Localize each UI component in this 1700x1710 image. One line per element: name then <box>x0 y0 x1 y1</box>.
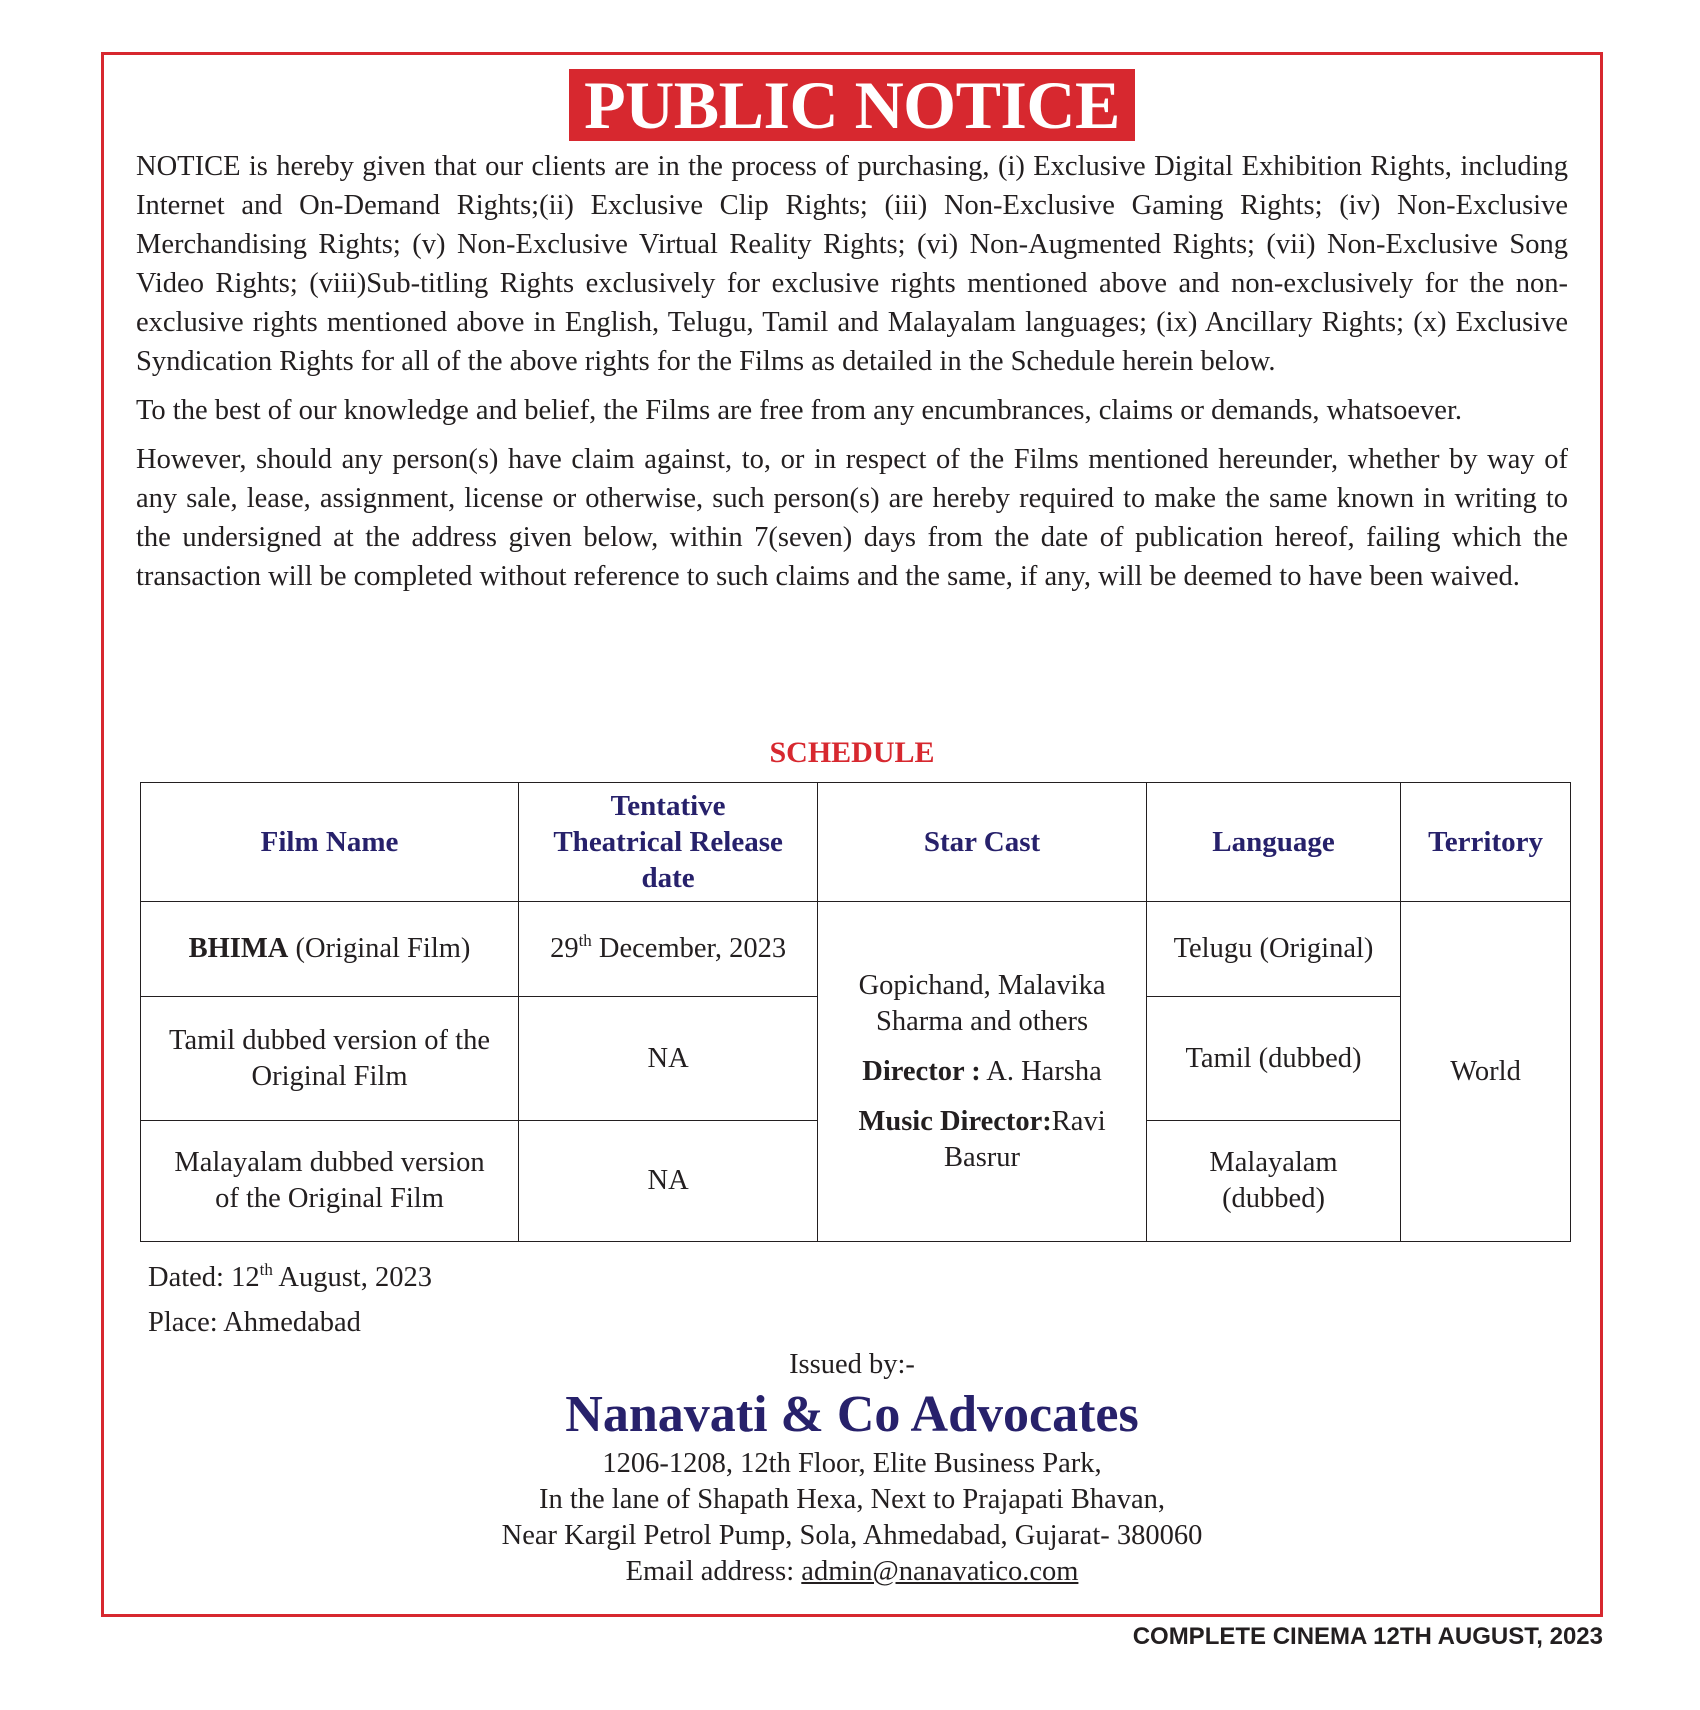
email-line <box>104 1554 1600 1590</box>
header-release-line: date <box>641 862 695 894</box>
language-line: Malayalam <box>1209 1147 1338 1178</box>
notice-title: PUBLIC NOTICE <box>569 69 1135 141</box>
director-label: Director : <box>862 1055 981 1087</box>
film-name-line: Original Film <box>251 1060 408 1092</box>
director-name: A. Harsha <box>980 1055 1102 1087</box>
release-month-year: December, 2023 <box>591 933 787 964</box>
cast-line: Sharma and others <box>875 1005 1089 1037</box>
address-line: In the lane of Shapath Hexa, Next to Prajapati Bhavan, <box>538 1484 1165 1515</box>
issued-by: Issued by:- <box>789 1349 915 1380</box>
music-director-name: Ravi <box>1051 1105 1106 1137</box>
music-director-line <box>824 1104 1140 1140</box>
language-cell: Tamil (dubbed) <box>1146 997 1400 1121</box>
header-release-line: Theatrical Release <box>553 826 783 858</box>
language-cell: Telugu (Original) <box>1146 902 1400 997</box>
film-name-cell <box>141 902 519 997</box>
music-director-label: Music Director: <box>858 1105 1052 1137</box>
header-release-date <box>519 783 818 902</box>
header-language: Language <box>1146 783 1400 902</box>
publication-footer: COMPLETE CINEMA 12TH AUGUST, 2023 <box>1132 1623 1603 1650</box>
film-name-cell <box>141 997 519 1121</box>
release-date-cell: NA <box>519 997 818 1121</box>
star-cast-cell <box>818 902 1147 1242</box>
email-link[interactable]: admin@nanavatico.com <box>801 1556 1079 1587</box>
dated-prefix: Dated: 12 <box>148 1262 260 1293</box>
notice-frame <box>101 52 1603 1617</box>
table-header-row <box>141 783 1571 902</box>
address-line: Near Kargil Petrol Pump, Sola, Ahmedabad, Gujarat- 380060 <box>501 1520 1203 1551</box>
notice-paragraph-3: However, should any person(s) have claim against, to, or in respect of the Films mentioned hereunder, whether by way of any sale, lease, assignment, license or otherwise, such person(s) are hereby required to make the same known in writing to the undersigned at the address given below, within 7(seven) days from the date of publication hereof, failing which the transaction will be completed without reference to such claims and the same, if any, will be deemed to have been waived. <box>136 444 1568 592</box>
header-film-name: Film Name <box>141 783 519 902</box>
email-label: Email address: <box>625 1556 802 1587</box>
dated-rest: August, 2023 <box>272 1262 432 1293</box>
schedule-heading: SCHEDULE <box>769 736 935 769</box>
notice-paragraph-1: NOTICE is hereby given that our clients are in the process of purchasing, (i) Exclusive Digital Exhibition Rights, including Internet and On-Demand Rights;(ii) Exclusive Clip Rights; (iii) Non-Exclusive Gaming Rights; (iv) Non-Exclusive Merchandising Rights; (v) Non-Exclusive Virtual Reality Rights; (vi) Non-Augmented Rights; (vii) Non-Exclusive Song Video Rights; (viii)Sub-titling Rights exclusively for exclusive rights mentioned above and non-exclusively for the non-exclusive rights mentioned above in English, Telugu, Tamil and Malayalam languages; (ix) Ancillary Rights; (x) Exclusive Syndication Rights for all of the above rights for the Films as detailed in the Schedule herein below. <box>136 151 1568 377</box>
notice-body <box>136 147 1568 606</box>
place-line: Place: Ahmedabad <box>148 1307 361 1338</box>
territory-cell: World <box>1401 902 1571 1242</box>
firm-address <box>104 1446 1600 1590</box>
film-title-rest: (Original Film) <box>288 933 471 964</box>
film-name-cell <box>141 1121 519 1242</box>
firm-name: Nanavati & Co Advocates <box>565 1386 1139 1443</box>
notice-paragraph-2: To the best of our knowledge and belief, the Films are free from any encumbrances, claims or demands, whatsoever. <box>136 395 1462 426</box>
film-title-bold: BHIMA <box>188 933 289 964</box>
cast-line: Gopichand, Malavika <box>858 969 1106 1001</box>
film-name-line: Tamil dubbed version of the <box>169 1024 490 1056</box>
header-territory: Territory <box>1401 783 1571 902</box>
language-cell <box>1146 1121 1400 1242</box>
language-line: (dubbed) <box>1222 1183 1325 1214</box>
table-row <box>141 902 1571 997</box>
director-line <box>824 1054 1140 1090</box>
release-day: 29 <box>550 933 579 964</box>
address-line: 1206-1208, 12th Floor, Elite Business Park, <box>602 1448 1102 1479</box>
music-director-name-cont: Basrur <box>944 1141 1021 1173</box>
dated-suffix: th <box>259 1260 273 1279</box>
release-date-cell: NA <box>519 1121 818 1242</box>
header-star-cast: Star Cast <box>818 783 1147 902</box>
title-container <box>104 69 1600 141</box>
dated-line <box>148 1260 432 1296</box>
schedule-table <box>140 782 1571 1242</box>
film-name-line: of the Original Film <box>215 1183 444 1214</box>
release-date-cell <box>519 902 818 997</box>
header-release-line: Tentative <box>610 790 726 822</box>
film-name-line: Malayalam dubbed version <box>174 1147 485 1178</box>
release-day-suffix: th <box>578 931 592 950</box>
